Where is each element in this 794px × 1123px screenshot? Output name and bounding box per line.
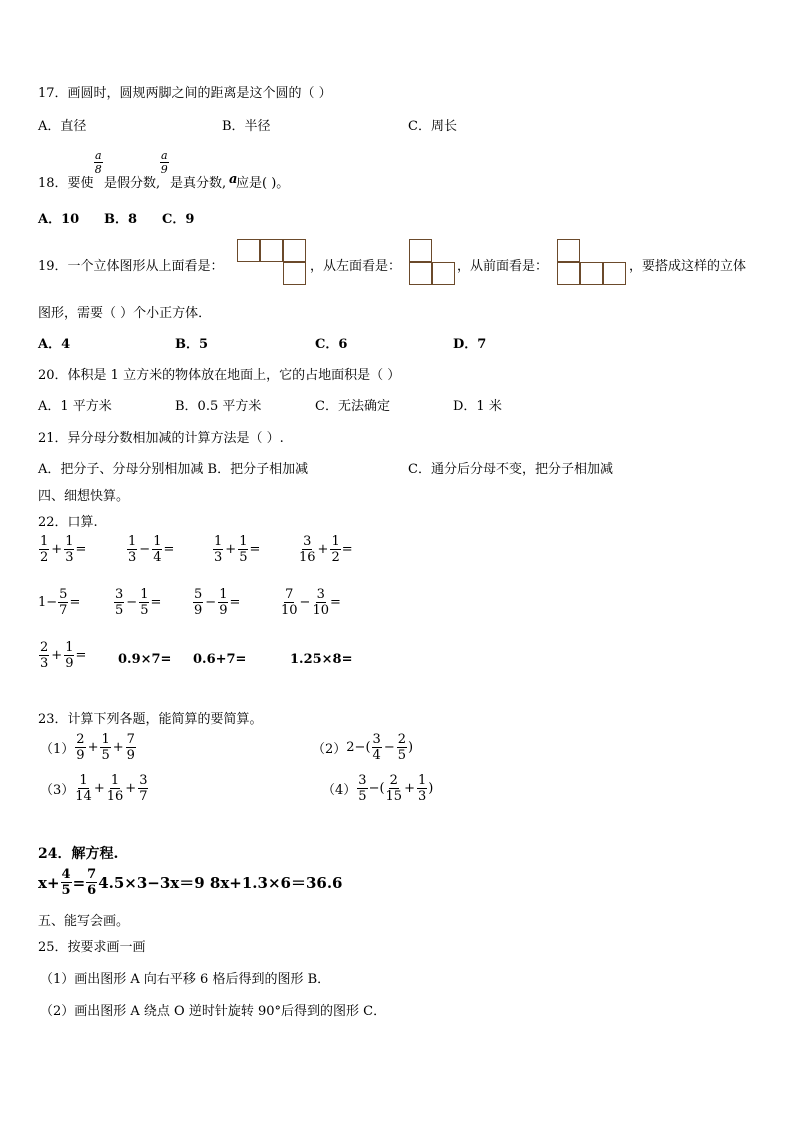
q18-var: a xyxy=(229,172,238,187)
q18-frac1 xyxy=(93,150,104,175)
q20-option-c: C．无法确定 xyxy=(315,399,390,414)
q17-option-b: B．半径 xyxy=(222,119,271,134)
q23-p1: （1） $\frac{2}{9}$ + $\frac{1}{5}$ + $\frac{7}{9}$ xyxy=(40,732,135,763)
q23-p2: （2） 2−( $\frac{3}{4}$ − $\frac{2}{5}$ ) xyxy=(312,732,414,763)
q22-r2-e3: $\frac{5}{9}$ − $\frac{1}{9}$ = xyxy=(194,587,241,618)
q23-p4: （4） $\frac{3}{5}$ −( $\frac{2}{15}$ + $\frac{1}{3}$ ) xyxy=(322,773,434,804)
q18-option-a: A．10 xyxy=(38,212,80,227)
q18-option-c: C．9 xyxy=(162,212,195,227)
q18-frac2-num: a xyxy=(161,149,168,162)
q19-part2: ，从左面看是： xyxy=(310,259,402,274)
q17-option-a: A．直径 xyxy=(38,119,87,134)
q17-option-c: C．周长 xyxy=(408,119,457,134)
q22-r3-e1: $\frac{2}{3}$ + $\frac{1}{9}$ = xyxy=(40,640,87,671)
section5-heading: 五、能写会画。 xyxy=(38,914,130,929)
q21-stem: 21．异分母分数相加减的计算方法是（ ）. xyxy=(38,431,284,446)
q25-item2: （2）画出图形 A 绕点 O 逆时针旋转 90°后得到的图形 C． xyxy=(40,1004,387,1019)
q19-part3: ，从前面看是： xyxy=(457,259,549,274)
q22-title: 22．口算. xyxy=(38,515,98,530)
q17-stem: 17．画圆时，圆规两脚之间的距离是这个圆的（ ） xyxy=(38,86,332,101)
q22-r2-e1: 1− $\frac{5}{7}$ = xyxy=(38,587,81,618)
q22-r3-e2: 0.9×7= xyxy=(118,652,172,667)
q19-part1: 19．一个立体图形从上面看是： xyxy=(38,259,224,274)
q18-frac2 xyxy=(159,150,170,175)
q22-r3-e4: 1.25×8= xyxy=(290,652,353,667)
q18-frac1-num: a xyxy=(95,149,102,162)
q19-part4: ，要搭成这样的立体 xyxy=(629,259,747,274)
top-view-figure xyxy=(237,239,309,287)
q19-option-b: B．5 xyxy=(175,337,209,352)
q19-option-a: A．4 xyxy=(38,337,71,352)
q22-r1-e4: $\frac{3}{16}$ + $\frac{1}{2}$ = xyxy=(299,534,353,565)
q22-r1-e1: $\frac{1}{2}$ + $\frac{1}{3}$ = xyxy=(40,534,87,565)
q25-title: 25．按要求画一画 xyxy=(38,940,146,955)
q20-option-a: A．1 平方米 xyxy=(38,399,112,414)
q22-r2-e2: $\frac{3}{5}$ − $\frac{1}{5}$ = xyxy=(115,587,162,618)
q18-mid: 是假分数, xyxy=(104,176,161,191)
q23-title: 23．计算下列各题，能简算的要简算。 xyxy=(38,712,263,727)
q18-end: 应是( )。 xyxy=(236,176,290,191)
q19-option-c: C．6 xyxy=(315,337,348,352)
q24-equations: x+ $\frac{4}{5}$ = $\frac{7}{6}$ 4.5×3−3x＝9 8x+1.3×6＝36.6 xyxy=(38,867,343,898)
q22-r1-e2: $\frac{1}{3}$ − $\frac{1}{4}$ = xyxy=(128,534,175,565)
q18-prefix: 18．要使 xyxy=(38,176,94,191)
q20-option-d: D．1 米 xyxy=(453,399,502,414)
q23-p3: （3） $\frac{1}{14}$ + $\frac{1}{16}$ + $\frac{3}{7}$ xyxy=(40,773,148,804)
section4-heading: 四、细想快算。 xyxy=(38,489,130,504)
q24-title: 24．解方程. xyxy=(38,846,119,862)
q22-r3-e3: 0.6+7= xyxy=(193,652,247,667)
q20-option-b: B．0.5 平方米 xyxy=(175,399,262,414)
q19-line2: 图形，需要（ ）个小正方体． xyxy=(38,306,212,321)
q25-item1: （1）画出图形 A 向右平移 6 格后得到的图形 B． xyxy=(40,972,331,987)
q22-r2-e4: $\frac{7}{10}$ − $\frac{3}{10}$ = xyxy=(281,587,341,618)
q21-option-ab: A．把分子、分母分别相加减 B．把分子相加减 xyxy=(38,462,309,477)
q18-frac1-den: 8 xyxy=(94,163,102,176)
q19-option-d: D．7 xyxy=(453,337,487,352)
left-view-figure xyxy=(409,239,457,287)
front-view-figure xyxy=(557,239,629,287)
q20-stem: 20．体积是 1 立方米的物体放在地面上，它的占地面积是（ ） xyxy=(38,368,401,383)
q18-frac2-den: 9 xyxy=(160,163,168,176)
q21-option-c: C．通分后分母不变，把分子相加减 xyxy=(408,462,613,477)
q18-suffix: 是真分数, xyxy=(170,176,227,191)
q18-option-b: B．8 xyxy=(104,212,138,227)
q22-r1-e3: $\frac{1}{3}$ + $\frac{1}{5}$ = xyxy=(214,534,261,565)
